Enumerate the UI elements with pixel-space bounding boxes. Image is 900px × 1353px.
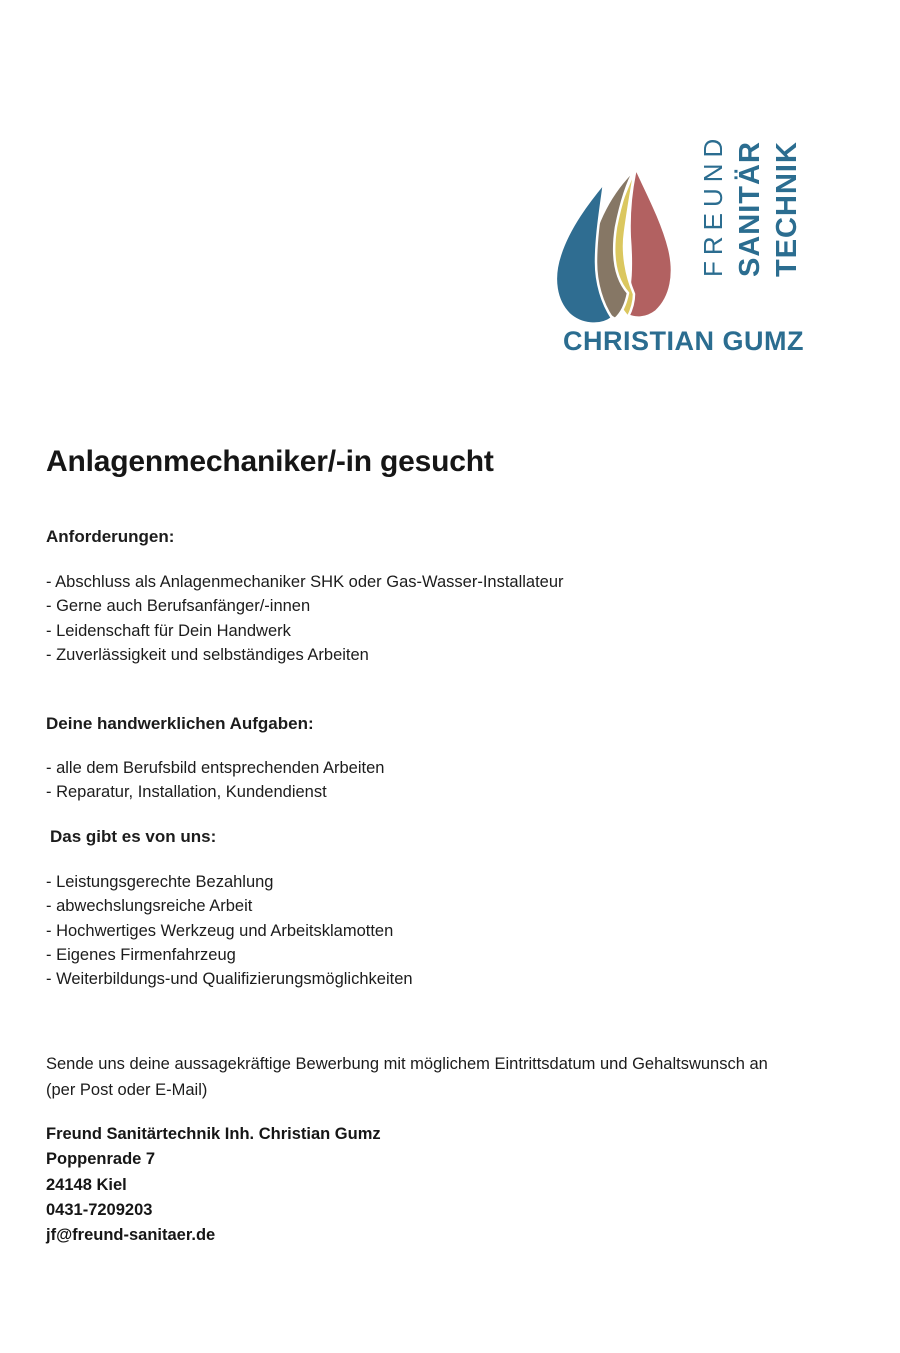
- contact-city: 24148 Kiel: [46, 1175, 127, 1194]
- list-item: - alle dem Berufsbild entsprechenden Arbeiten: [46, 759, 385, 777]
- wordmark-freund: FREUND: [698, 132, 728, 277]
- heading-angebot: Das gibt es von uns:: [50, 827, 217, 846]
- contact-company: Freund Sanitärtechnik Inh. Christian Gumz: [46, 1125, 381, 1143]
- closing-paragraph: [46, 1051, 858, 1103]
- list-item: - Abschluss als Anlagenmechaniker SHK oder Gas-Wasser-Installateur: [46, 573, 564, 591]
- closing-line-2: (per Post oder E-Mail): [46, 1081, 208, 1099]
- heading-anforderungen: Anforderungen:: [46, 527, 175, 546]
- contact-block: [46, 1122, 381, 1248]
- contact-street: Poppenrade 7: [46, 1150, 156, 1169]
- list-item: - Zuverlässigkeit und selbständiges Arbeiten: [46, 645, 369, 664]
- wordmark-sanitaer: SANITÄR: [734, 141, 766, 277]
- list-angebot: [46, 870, 413, 991]
- list-anforderungen: [46, 570, 564, 667]
- list-item: - Eigenes Firmenfahrzeug: [46, 945, 236, 964]
- page-title: Anlagenmechaniker/-in gesucht: [46, 445, 494, 478]
- list-item: - Hochwertiges Werkzeug und Arbeitsklamotten: [46, 921, 394, 940]
- list-item: - Reparatur, Installation, Kundendienst: [46, 783, 327, 802]
- list-aufgaben: [46, 756, 384, 805]
- list-item: - Gerne auch Berufsanfänger/-innen: [46, 597, 311, 616]
- list-item: - Leidenschaft für Dein Handwerk: [46, 621, 291, 640]
- list-item: - Weiterbildungs-und Qualifizierungsmöglichkeiten: [46, 970, 413, 989]
- list-item: - Leistungsgerechte Bezahlung: [46, 873, 274, 891]
- logo-wordmark: [695, 125, 807, 277]
- list-item: - abwechslungsreiche Arbeit: [46, 897, 253, 916]
- contact-email: jf@freund-sanitaer.de: [46, 1226, 216, 1245]
- logo-owner-name: CHRISTIAN GUMZ: [563, 326, 804, 356]
- closing-line-1: Sende uns deine aussagekräftige Bewerbung mit möglichem Eintrittsdatum und Gehaltswunsch an: [46, 1055, 768, 1073]
- company-logo: [540, 110, 840, 375]
- contact-phone: 0431-7209203: [46, 1200, 153, 1219]
- flame-icon: [552, 167, 677, 323]
- heading-aufgaben: Deine handwerklichen Aufgaben:: [46, 714, 314, 733]
- wordmark-technik: TECHNIK: [771, 141, 803, 277]
